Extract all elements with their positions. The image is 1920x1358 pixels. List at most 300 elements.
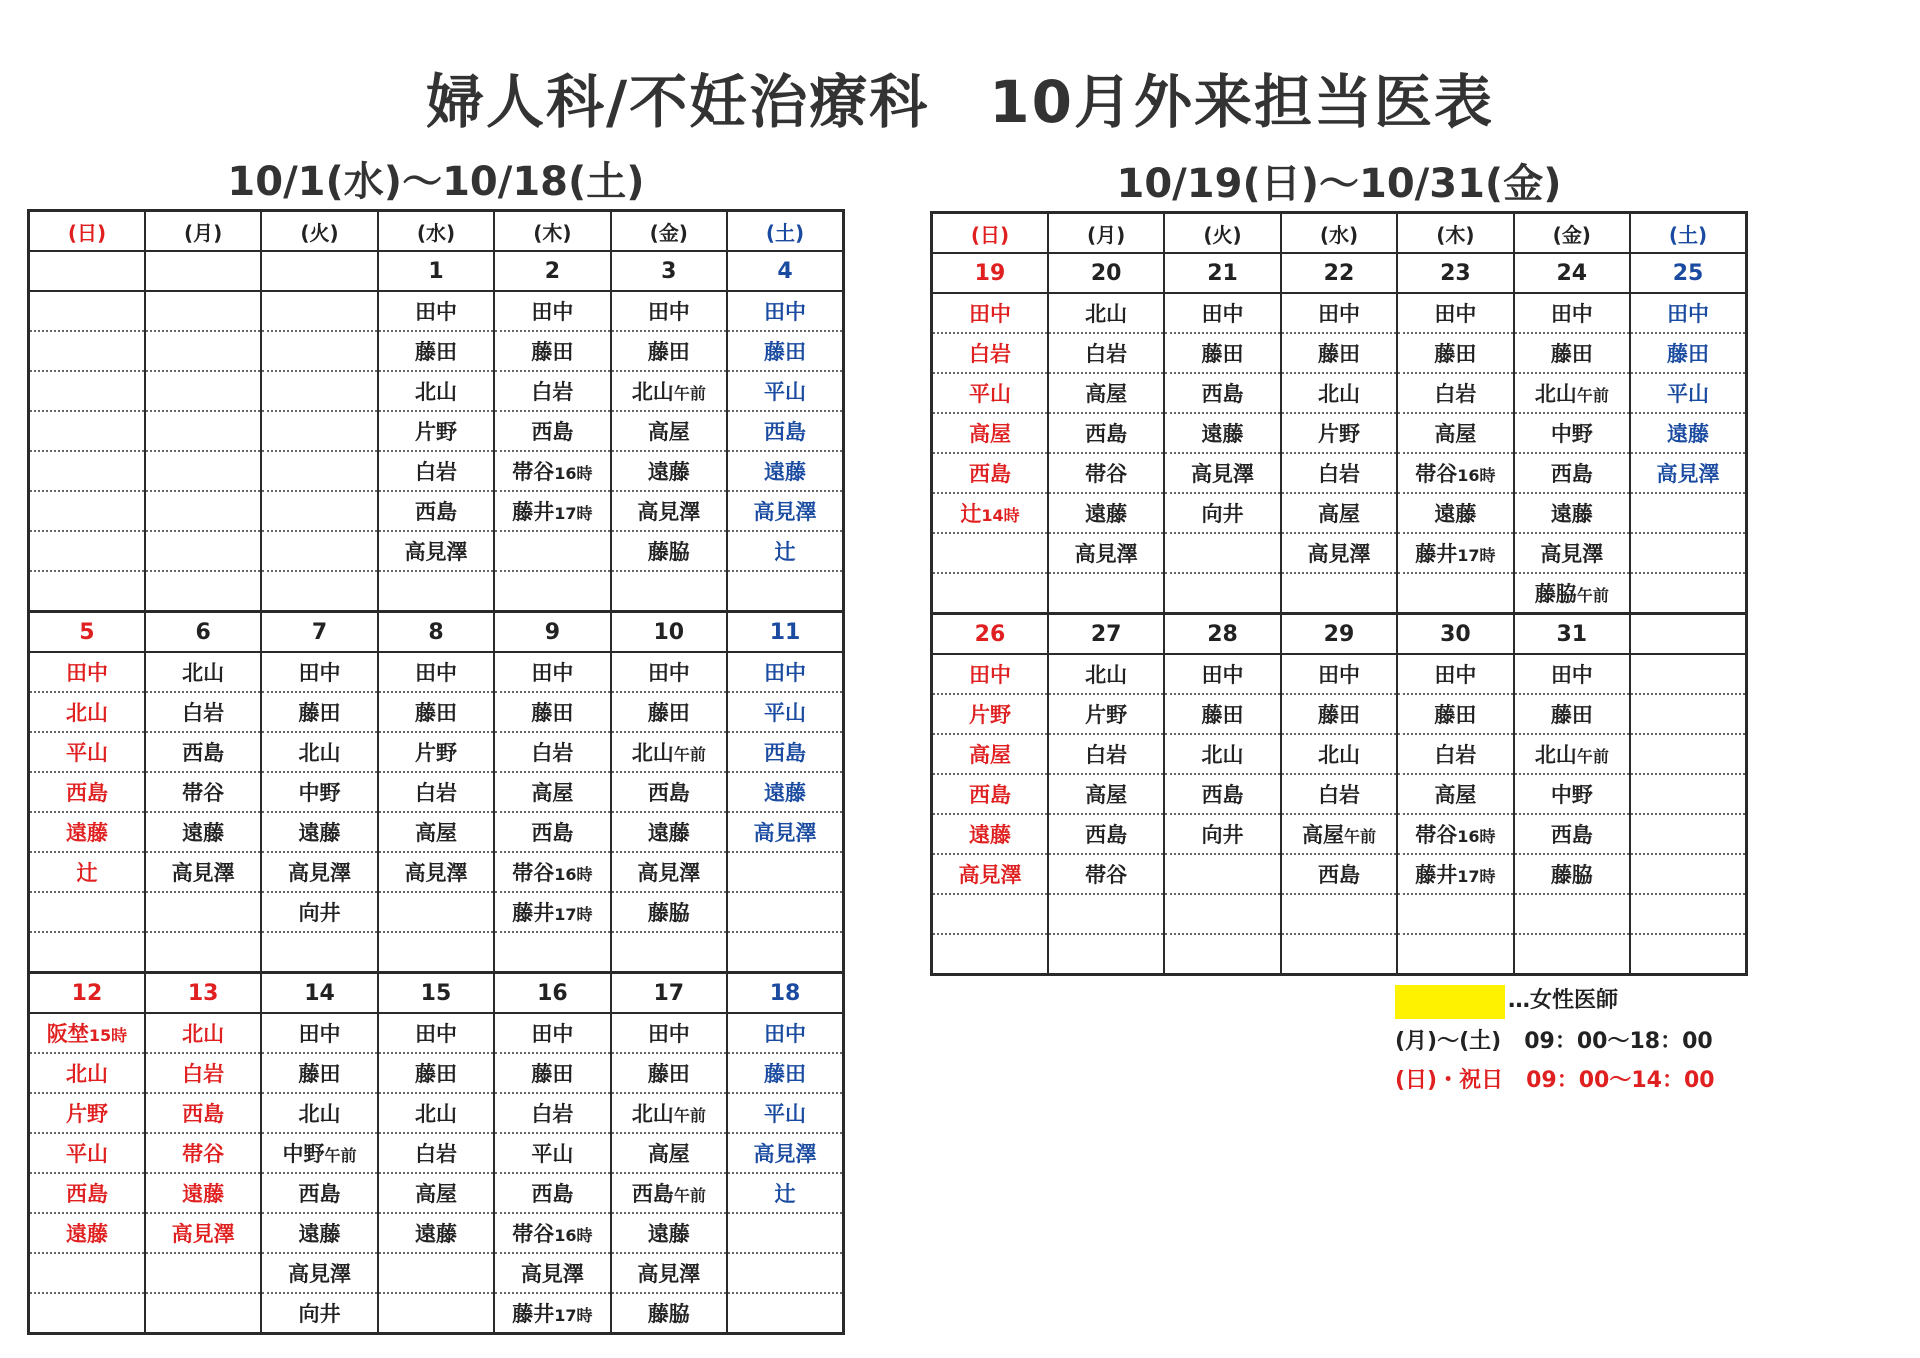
doctor-cell: 帯谷16時 xyxy=(1397,814,1513,854)
doctor-cell: 高見澤 xyxy=(727,491,843,531)
doctor-cell: 藤脇午前 xyxy=(1514,573,1630,614)
doctor-cell: 高屋 xyxy=(494,772,610,812)
doctor-cell: 藤田 xyxy=(378,692,494,732)
doctor-cell xyxy=(1281,894,1397,934)
doctor-cell xyxy=(1048,934,1164,975)
doctor-cell xyxy=(1397,894,1513,934)
doctor-row xyxy=(29,531,844,571)
doctor-cell: 藤田 xyxy=(611,692,727,732)
doctor-cell xyxy=(494,932,610,973)
doctor-cell: 白岩 xyxy=(378,1133,494,1173)
date-cell xyxy=(145,251,261,291)
doctor-cell: 遠藤 xyxy=(145,1173,261,1213)
doctor-cell: 中野 xyxy=(1514,774,1630,814)
doctor-cell: 田中 xyxy=(1514,293,1630,333)
doctor-cell: 高見澤 xyxy=(378,852,494,892)
doctor-cell: 片野 xyxy=(1281,413,1397,453)
doctor-cell: 高見澤 xyxy=(611,1253,727,1293)
doctor-cell: 向井 xyxy=(261,892,377,932)
doctor-cell: 白岩 xyxy=(1048,734,1164,774)
doctor-cell: 高屋 xyxy=(1397,413,1513,453)
doctor-cell: 高屋 xyxy=(932,734,1048,774)
doctor-cell xyxy=(29,371,145,411)
doctor-cell xyxy=(261,371,377,411)
doctor-cell xyxy=(29,491,145,531)
doctor-cell: 高見澤 xyxy=(727,812,843,852)
doctor-cell: 高屋 xyxy=(1397,774,1513,814)
doctor-cell: 片野 xyxy=(932,694,1048,734)
doctor-row xyxy=(29,772,844,812)
doctor-row xyxy=(932,934,1747,975)
doctor-cell: 田中 xyxy=(932,654,1048,694)
doctor-cell: 西島 xyxy=(261,1173,377,1213)
date-row xyxy=(29,973,844,1014)
title-department: 婦人科/不妊治療科 xyxy=(426,68,930,136)
doctor-cell: 田中 xyxy=(1164,293,1280,333)
doctor-row xyxy=(932,814,1747,854)
doctor-cell: 田中 xyxy=(727,652,843,692)
doctor-cell: 北山 xyxy=(378,1093,494,1133)
doctor-cell xyxy=(1630,774,1746,814)
doctor-cell: 白岩 xyxy=(1281,453,1397,493)
weekday-header: (日) xyxy=(932,213,1048,254)
doctor-cell: 高屋 xyxy=(378,1173,494,1213)
doctor-cell xyxy=(261,491,377,531)
doctor-cell: 藤田 xyxy=(1281,333,1397,373)
doctor-cell: 田中 xyxy=(727,291,843,331)
doctor-cell: 藤井17時 xyxy=(1397,854,1513,894)
doctor-row xyxy=(932,493,1747,533)
doctor-row xyxy=(29,732,844,772)
date-cell: 15 xyxy=(378,973,494,1014)
doctor-cell: 西島 xyxy=(1048,814,1164,854)
right-schedule-table xyxy=(930,211,1748,976)
date-cell: 6 xyxy=(145,612,261,653)
doctor-cell: 北山 xyxy=(378,371,494,411)
date-row xyxy=(932,614,1747,655)
doctor-row xyxy=(29,692,844,732)
holiday-hours xyxy=(1395,1063,1715,1094)
doctor-cell: 北山 xyxy=(29,1053,145,1093)
doctor-cell: 向井 xyxy=(1164,493,1280,533)
doctor-cell: 藤井17時 xyxy=(1397,533,1513,573)
holiday-hours-label: (日)・祝日 xyxy=(1395,1068,1504,1093)
doctor-cell: 西島 xyxy=(727,732,843,772)
doctor-cell: 田中 xyxy=(611,291,727,331)
doctor-cell xyxy=(727,1253,843,1293)
doctor-cell xyxy=(145,531,261,571)
doctor-cell: 高屋 xyxy=(611,411,727,451)
doctor-cell: 白岩 xyxy=(494,371,610,411)
doctor-cell xyxy=(378,892,494,932)
doctor-cell xyxy=(1164,533,1280,573)
doctor-cell xyxy=(261,331,377,371)
doctor-cell: 西島 xyxy=(145,1093,261,1133)
date-cell: 1 xyxy=(378,251,494,291)
doctor-cell: 西島 xyxy=(1164,774,1280,814)
doctor-cell: 北山午前 xyxy=(611,371,727,411)
doctor-cell: 北山 xyxy=(1048,293,1164,333)
doctor-cell: 平山 xyxy=(1630,373,1746,413)
date-cell: 16 xyxy=(494,973,610,1014)
female-doctor-color-swatch xyxy=(1395,985,1505,1019)
weekday-header: (月) xyxy=(1048,213,1164,254)
doctor-row xyxy=(29,571,844,612)
weekday-header: (土) xyxy=(1630,213,1746,254)
doctor-cell: 高屋 xyxy=(378,812,494,852)
date-row xyxy=(29,612,844,653)
doctor-cell xyxy=(1164,894,1280,934)
doctor-cell: 藤井17時 xyxy=(494,1293,610,1334)
doctor-cell xyxy=(932,894,1048,934)
title-month: 10月外来担当医表 xyxy=(989,68,1494,136)
date-cell: 2 xyxy=(494,251,610,291)
doctor-cell: 辻14時 xyxy=(932,493,1048,533)
doctor-cell: 田中 xyxy=(261,652,377,692)
weekday-hours-value: 09：00～18：00 xyxy=(1524,1029,1713,1054)
weekday-header: (水) xyxy=(1281,213,1397,254)
doctor-cell xyxy=(145,571,261,612)
doctor-cell: 片野 xyxy=(378,411,494,451)
female-doctor-legend: …女性医師 xyxy=(1508,988,1619,1013)
doctor-cell: 高屋 xyxy=(1281,493,1397,533)
doctor-cell: 帯谷 xyxy=(1048,453,1164,493)
doctor-cell: 藤田 xyxy=(1630,333,1746,373)
doctor-cell: 平山 xyxy=(494,1133,610,1173)
doctor-cell xyxy=(1630,814,1746,854)
doctor-cell: 帯谷16時 xyxy=(1397,453,1513,493)
doctor-cell: 高見澤 xyxy=(1514,533,1630,573)
date-cell: 26 xyxy=(932,614,1048,655)
date-row xyxy=(29,251,844,291)
doctor-cell xyxy=(1630,493,1746,533)
date-cell: 7 xyxy=(261,612,377,653)
doctor-cell xyxy=(1164,854,1280,894)
date-cell: 31 xyxy=(1514,614,1630,655)
doctor-cell: 白岩 xyxy=(145,1053,261,1093)
doctor-cell xyxy=(29,411,145,451)
right-period-heading: 10/19(日)～10/31(金) xyxy=(1116,161,1562,207)
doctor-cell: 高見澤 xyxy=(611,852,727,892)
doctor-cell: 平山 xyxy=(932,373,1048,413)
doctor-cell xyxy=(261,571,377,612)
date-cell: 13 xyxy=(145,973,261,1014)
date-cell: 18 xyxy=(727,973,843,1014)
doctor-cell: 田中 xyxy=(1397,293,1513,333)
doctor-cell: 高見澤 xyxy=(145,1213,261,1253)
doctor-cell: 片野 xyxy=(378,732,494,772)
doctor-cell: 藤田 xyxy=(1514,333,1630,373)
doctor-cell xyxy=(29,571,145,612)
doctor-cell: 遠藤 xyxy=(1514,493,1630,533)
date-cell: 8 xyxy=(378,612,494,653)
doctor-cell: 田中 xyxy=(611,652,727,692)
doctor-cell xyxy=(727,571,843,612)
date-cell xyxy=(1630,614,1746,655)
doctor-cell: 遠藤 xyxy=(261,1213,377,1253)
doctor-row xyxy=(29,932,844,973)
doctor-cell xyxy=(261,932,377,973)
date-cell: 5 xyxy=(29,612,145,653)
doctor-cell xyxy=(1281,934,1397,975)
doctor-cell: 田中 xyxy=(727,1013,843,1053)
doctor-row xyxy=(29,1213,844,1253)
doctor-cell: 西島 xyxy=(145,732,261,772)
doctor-cell: 藤田 xyxy=(1164,694,1280,734)
doctor-cell: 高見澤 xyxy=(727,1133,843,1173)
doctor-cell: 遠藤 xyxy=(1397,493,1513,533)
doctor-cell xyxy=(29,331,145,371)
doctor-cell: 田中 xyxy=(1281,293,1397,333)
doctor-cell: 中野 xyxy=(1514,413,1630,453)
doctor-cell xyxy=(378,1253,494,1293)
doctor-cell: 田中 xyxy=(494,1013,610,1053)
doctor-cell xyxy=(611,932,727,973)
date-cell: 23 xyxy=(1397,253,1513,293)
doctor-cell: 田中 xyxy=(261,1013,377,1053)
doctor-cell xyxy=(494,571,610,612)
doctor-cell: 高見澤 xyxy=(611,491,727,531)
doctor-cell xyxy=(1514,894,1630,934)
doctor-row xyxy=(29,652,844,692)
doctor-row xyxy=(29,1013,844,1053)
doctor-cell: 片野 xyxy=(1048,694,1164,734)
doctor-row xyxy=(29,892,844,932)
doctor-cell: 向井 xyxy=(261,1293,377,1334)
doctor-cell xyxy=(29,1293,145,1334)
doctor-cell: 平山 xyxy=(29,732,145,772)
doctor-cell: 西島 xyxy=(494,411,610,451)
doctor-cell: 田中 xyxy=(1514,654,1630,694)
doctor-cell xyxy=(29,291,145,331)
doctor-cell xyxy=(727,892,843,932)
doctor-cell: 高見澤 xyxy=(378,531,494,571)
doctor-cell: 田中 xyxy=(494,652,610,692)
doctor-cell xyxy=(261,291,377,331)
doctor-cell: 田中 xyxy=(378,652,494,692)
doctor-cell: 遠藤 xyxy=(727,772,843,812)
doctor-cell: 田中 xyxy=(378,291,494,331)
doctor-row xyxy=(932,373,1747,413)
doctor-cell: 白岩 xyxy=(1397,373,1513,413)
doctor-row xyxy=(932,453,1747,493)
doctor-cell: 藤田 xyxy=(727,331,843,371)
doctor-cell xyxy=(145,1253,261,1293)
doctor-cell xyxy=(727,852,843,892)
date-cell xyxy=(29,251,145,291)
left-schedule-table xyxy=(27,209,845,1335)
doctor-cell: 遠藤 xyxy=(145,812,261,852)
doctor-cell: 辻 xyxy=(727,1173,843,1213)
doctor-cell xyxy=(1630,854,1746,894)
doctor-cell xyxy=(932,573,1048,614)
doctor-cell xyxy=(1630,694,1746,734)
doctor-cell: 北山 xyxy=(1281,734,1397,774)
weekday-header-row xyxy=(932,213,1747,254)
doctor-cell xyxy=(611,571,727,612)
doctor-cell: 西島 xyxy=(378,491,494,531)
left-period-heading: 10/1(水)～10/18(土) xyxy=(227,159,645,205)
doctor-cell: 高屋 xyxy=(611,1133,727,1173)
doctor-cell: 遠藤 xyxy=(1630,413,1746,453)
date-cell: 9 xyxy=(494,612,610,653)
doctor-cell: 帯谷16時 xyxy=(494,451,610,491)
doctor-cell xyxy=(1630,533,1746,573)
doctor-cell: 平山 xyxy=(727,371,843,411)
doctor-cell: 西島 xyxy=(932,453,1048,493)
doctor-cell: 北山午前 xyxy=(1514,734,1630,774)
doctor-cell: 北山 xyxy=(29,692,145,732)
doctor-cell: 高見澤 xyxy=(1630,453,1746,493)
weekday-header: (金) xyxy=(611,211,727,252)
doctor-cell: 遠藤 xyxy=(29,812,145,852)
doctor-cell xyxy=(1164,934,1280,975)
doctor-cell xyxy=(932,533,1048,573)
doctor-row xyxy=(29,451,844,491)
weekday-hours-label: (月)～(土) xyxy=(1395,1029,1502,1054)
doctor-cell xyxy=(145,892,261,932)
doctor-cell: 遠藤 xyxy=(261,812,377,852)
doctor-row xyxy=(29,291,844,331)
weekday-header: (木) xyxy=(494,211,610,252)
doctor-cell: 白岩 xyxy=(494,1093,610,1133)
weekday-header: (火) xyxy=(261,211,377,252)
doctor-cell xyxy=(1630,894,1746,934)
doctor-cell: 藤田 xyxy=(494,1053,610,1093)
doctor-cell: 高見澤 xyxy=(1164,453,1280,493)
doctor-cell: 平山 xyxy=(727,1093,843,1133)
doctor-row xyxy=(29,1093,844,1133)
doctor-cell xyxy=(29,1253,145,1293)
date-cell: 4 xyxy=(727,251,843,291)
doctor-cell: 藤田 xyxy=(727,1053,843,1093)
doctor-cell: 平山 xyxy=(29,1133,145,1173)
doctor-cell xyxy=(1164,573,1280,614)
doctor-cell: 遠藤 xyxy=(29,1213,145,1253)
doctor-cell: 遠藤 xyxy=(378,1213,494,1253)
doctor-row xyxy=(29,331,844,371)
doctor-cell: 向井 xyxy=(1164,814,1280,854)
date-cell: 30 xyxy=(1397,614,1513,655)
doctor-cell: 高見澤 xyxy=(1048,533,1164,573)
doctor-cell: 藤脇 xyxy=(611,1293,727,1334)
doctor-row xyxy=(29,1173,844,1213)
doctor-cell xyxy=(494,531,610,571)
doctor-cell xyxy=(1048,894,1164,934)
doctor-cell: 藤脇 xyxy=(611,531,727,571)
doctor-cell: 田中 xyxy=(611,1013,727,1053)
doctor-cell: 藤田 xyxy=(261,1053,377,1093)
doctor-cell: 帯谷 xyxy=(1048,854,1164,894)
date-cell: 21 xyxy=(1164,253,1280,293)
doctor-cell: 田中 xyxy=(1164,654,1280,694)
doctor-cell xyxy=(145,1293,261,1334)
doctor-row xyxy=(932,694,1747,734)
doctor-row xyxy=(932,894,1747,934)
doctor-cell: 白岩 xyxy=(494,732,610,772)
doctor-cell: 白岩 xyxy=(1281,774,1397,814)
doctor-row xyxy=(29,1133,844,1173)
doctor-row xyxy=(932,774,1747,814)
doctor-cell: 西島 xyxy=(1164,373,1280,413)
doctor-cell xyxy=(145,451,261,491)
doctor-cell: 高見澤 xyxy=(261,852,377,892)
doctor-cell: 藤田 xyxy=(261,692,377,732)
doctor-row xyxy=(932,734,1747,774)
doctor-row xyxy=(932,293,1747,333)
doctor-cell: 北山 xyxy=(261,732,377,772)
doctor-cell xyxy=(145,411,261,451)
doctor-cell xyxy=(378,932,494,973)
weekday-header: (日) xyxy=(29,211,145,252)
doctor-cell: 白岩 xyxy=(145,692,261,732)
doctor-cell: 北山午前 xyxy=(611,1093,727,1133)
doctor-row xyxy=(932,854,1747,894)
date-cell: 3 xyxy=(611,251,727,291)
doctor-cell xyxy=(29,451,145,491)
date-cell xyxy=(261,251,377,291)
doctor-cell: 藤田 xyxy=(1514,694,1630,734)
doctor-cell: 北山 xyxy=(1164,734,1280,774)
doctor-row xyxy=(932,333,1747,373)
doctor-cell xyxy=(727,1213,843,1253)
doctor-cell: 田中 xyxy=(378,1013,494,1053)
doctor-cell: 田中 xyxy=(1281,654,1397,694)
doctor-cell: 藤田 xyxy=(494,331,610,371)
doctor-cell: 藤田 xyxy=(378,1053,494,1093)
doctor-cell: 高屋 xyxy=(1048,373,1164,413)
doctor-cell: 阪埜15時 xyxy=(29,1013,145,1053)
doctor-row xyxy=(29,491,844,531)
doctor-row xyxy=(29,411,844,451)
doctor-cell: 遠藤 xyxy=(932,814,1048,854)
doctor-cell: 西島 xyxy=(611,772,727,812)
doctor-cell xyxy=(145,491,261,531)
doctor-cell xyxy=(145,291,261,331)
doctor-cell: 高屋 xyxy=(932,413,1048,453)
doctor-cell: 遠藤 xyxy=(1164,413,1280,453)
doctor-cell: 中野 xyxy=(261,772,377,812)
doctor-cell: 藤田 xyxy=(611,331,727,371)
weekday-header: (月) xyxy=(145,211,261,252)
date-row xyxy=(932,253,1747,293)
doctor-cell: 西島 xyxy=(1048,413,1164,453)
doctor-cell xyxy=(261,531,377,571)
doctor-cell xyxy=(145,371,261,411)
doctor-cell xyxy=(1514,934,1630,975)
date-cell: 10 xyxy=(611,612,727,653)
doctor-cell: 西島 xyxy=(29,1173,145,1213)
weekday-header: (火) xyxy=(1164,213,1280,254)
date-cell: 20 xyxy=(1048,253,1164,293)
date-cell: 29 xyxy=(1281,614,1397,655)
weekday-header: (水) xyxy=(378,211,494,252)
doctor-cell: 藤田 xyxy=(378,331,494,371)
doctor-cell: 遠藤 xyxy=(611,451,727,491)
doctor-row xyxy=(29,812,844,852)
doctor-cell xyxy=(29,531,145,571)
doctor-cell: 北山 xyxy=(145,1013,261,1053)
doctor-cell: 藤脇 xyxy=(1514,854,1630,894)
weekday-hours xyxy=(1395,1024,1713,1055)
doctor-cell: 西島 xyxy=(1514,814,1630,854)
doctor-cell: 帯谷16時 xyxy=(494,1213,610,1253)
doctor-row xyxy=(29,1053,844,1093)
doctor-cell: 藤田 xyxy=(1397,694,1513,734)
doctor-cell: 藤田 xyxy=(611,1053,727,1093)
doctor-cell: 中野午前 xyxy=(261,1133,377,1173)
doctor-cell xyxy=(727,932,843,973)
